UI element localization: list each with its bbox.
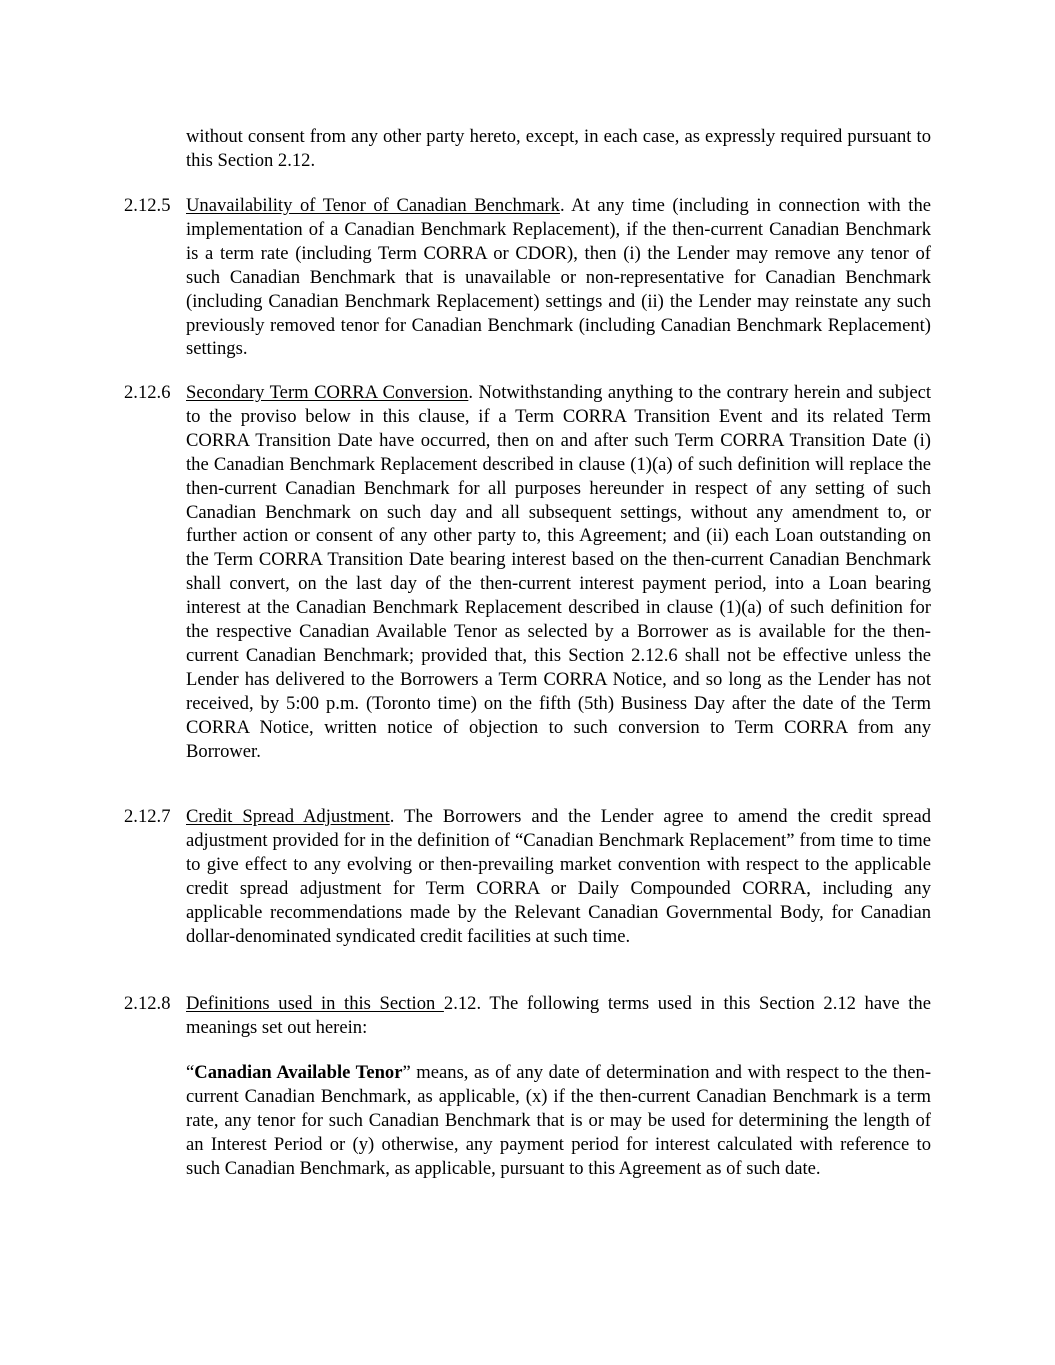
section-body: . Notwithstanding anything to the contrary herein and subject to the proviso below in this clause, if a Term CORRA Transition Event and its related Term CORRA Transition Date have occurred, then on and after such Term CORRA Transition Date (i) the Canadian Benchmark Replacement described in clause (1)(a) of such definition will replace the then-current Canadian Benchmark for all purposes hereunder in respect of any setting of such Canadian Benchmark on such day and all subsequent settings, without any amendment to, or further action or consent of any other party to, this Agreement; and (ii) each Loan outstanding on the Term CORRA Transition Date bearing interest based on the then-current Canadian Benchmark shall convert, on the last day of the then-current interest payment period, into a Loan bearing interest at the Canadian Benchmark Replacement described in clause (1)(a) of such definition for the respective Canadian Available Tenor as selected by a Borrower as is available for the then-current Canadian Benchmark; provided that, this Section 2.12.6 shall not be effective unless the Lender has delivered to the Borrowers a Term CORRA Notice, and so long as the Lender has not received, by 5:00 p.m. (Toronto time) on the fifth (5th) Business Day after the date of the Term CORRA Notice, written notice of objection to such conversion to Term CORRA from any Borrower. <box>186 382 931 762</box>
section-body: . The Borrowers and the Lender agree to amend the credit spread adjustment provided for in the definition of “Canadian Benchmark Replacement” from time to time to give effect to any evolving or then-prevailing market convention with respect to the applicable credit spread adjustment for Term CORRA or Daily Compounded CORRA, including any applicable recommendations made by the Relevant Canadian Governmental Body, for Canadian dollar-denominated syndicated credit facilities at such time. <box>186 806 931 947</box>
section-paragraph <box>186 805 931 948</box>
section-heading: Unavailability of Tenor of Canadian Benchmark <box>186 195 560 216</box>
definition-open-quote: “ <box>186 1062 195 1083</box>
section-paragraph <box>186 194 931 361</box>
section-number: 2.12.8 <box>124 993 171 1014</box>
section-body: . At any time (including in connection with the implementation of a Canadian Benchmark Replacement), if the then-current Canadian Benchmark is a term rate (including Term CORRA or CDOR), then (i) the Lender may remove any tenor of such Canadian Benchmark that is unavailable or non-representative for Canadian Benchmark (including Canadian Benchmark Replacement) settings and (ii) the Lender may reinstate any such previously removed tenor for Canadian Benchmark (including Canadian Benchmark Replacement) settings. <box>186 195 931 360</box>
section-number: 2.12.7 <box>124 806 171 827</box>
definition-term: Canadian Available Tenor <box>194 1062 403 1083</box>
section-heading: Secondary Term CORRA Conversion <box>186 382 469 403</box>
section-body: 2.12. The following terms used in this Section 2.12 have the meanings set out herein: <box>186 993 931 1038</box>
section-paragraph <box>186 381 931 764</box>
section-paragraph <box>186 992 931 1040</box>
definition-paragraph <box>186 1061 931 1181</box>
section-heading: Definitions used in this Section <box>186 993 444 1014</box>
section-heading: Credit Spread Adjustment <box>186 806 390 827</box>
section-number: 2.12.5 <box>124 195 171 216</box>
definition-body: ” means, as of any date of determination and with respect to the then- current Canadian Benchmark, as applicable, (x) if the then-current Canadian Benchmark is a term rate, any tenor for such Canadian Benchmark that is or may be used for determining the length of an Interest Period or (y) otherwise, any payment period for interest calculated with reference to such Canadian Benchmark, as applicable, pursuant to this Agreement as of such date. <box>186 1062 932 1179</box>
intro-paragraph: without consent from any other party hereto, except, in each case, as expressly required pursuant to this Section 2.12. <box>186 126 931 171</box>
section-number: 2.12.6 <box>124 382 171 403</box>
